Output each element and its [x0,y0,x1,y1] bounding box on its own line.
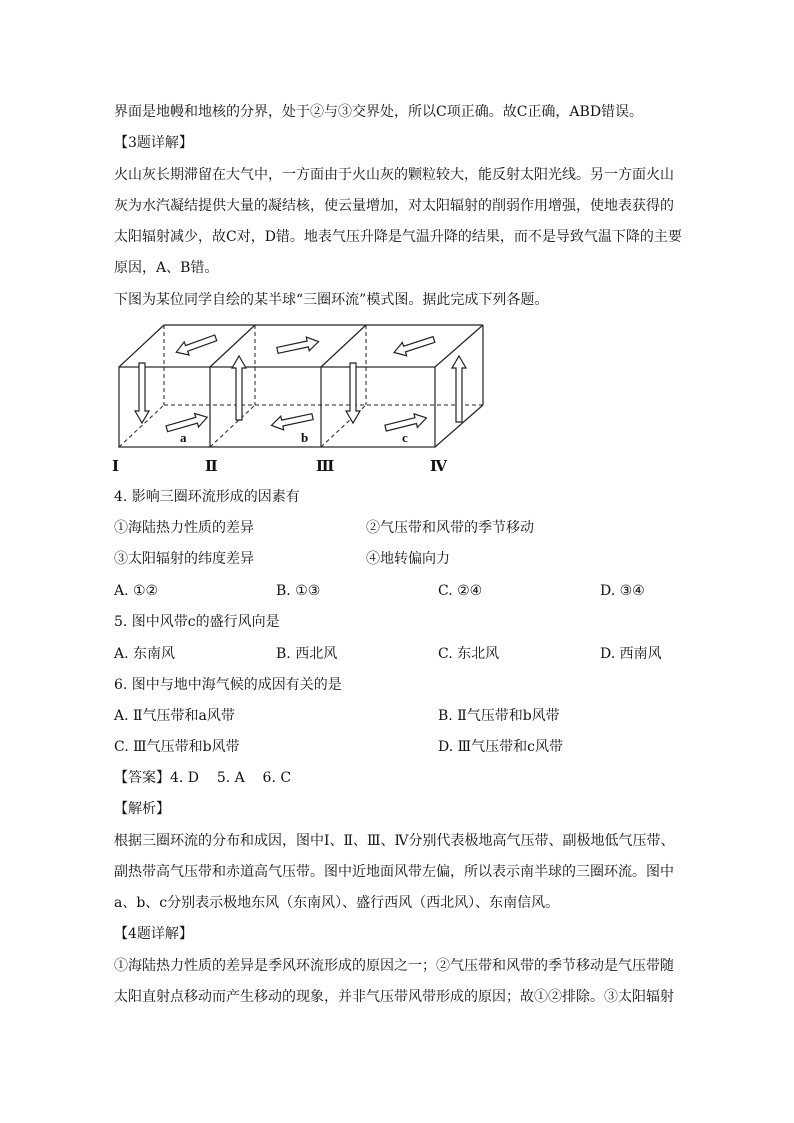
text-line: 界面是地幔和地核的分界，处于②与③交界处，所以C项正确。故C正确，ABD错误。 [114,104,644,120]
question-stem: 6. 图中与地中海气候的成因有关的是 [114,677,342,693]
wind-label-a: a [180,430,187,445]
pressure-label-1: Ⅰ [112,457,120,474]
option-a: A. Ⅱ气压带和a风带 [114,708,235,724]
wind-label-b: b [301,430,309,445]
option-b: B. ①③ [276,583,321,599]
statement-item: ④地转偏向力 [366,551,450,567]
option-d: D. 西南风 [600,646,662,662]
option-a: A. ①② [114,583,159,599]
question-stem: 5. 图中风带c的盛行风向是 [114,614,280,630]
statement-item: ②气压带和风带的季节移动 [366,520,534,536]
arrow-left-icon [174,331,218,359]
option-c: C. ②④ [438,583,483,599]
option-c: C. Ⅲ气压带和b风带 [114,739,240,755]
section-heading: 【4题详解】 [114,926,193,942]
arrow-right-icon [276,335,320,357]
arrow-up-icon [452,356,466,422]
option-d: D. ③④ [600,583,645,599]
answer-line: 【答案】4. D 5. A 6. C [114,770,292,786]
option-b: B. 西北风 [276,646,338,662]
text-line: a、b、c分别表示极地东风（东南风）、盛行西风（西北风）、东南信风。 [114,895,560,911]
arrow-left-icon [270,410,314,432]
text-line: 太阳辐射减少，故C对，D错。地表气压升降是气温升降的结果，而不是导致气温下降的主要 [114,229,682,245]
text-line: 根据三圈环流的分布和成因，图中Ⅰ、Ⅱ、Ⅲ、Ⅳ分别代表极地高气压带、副极地低气压带、 [114,833,675,849]
statement-item: ①海陆热力性质的差异 [114,520,254,536]
option-d: D. Ⅲ气压带和c风带 [438,739,563,755]
arrow-up-icon [232,356,246,420]
option-c: C. 东北风 [438,646,500,662]
arrow-down-icon [346,363,360,423]
arrow-down-icon [135,363,149,423]
option-b: B. Ⅱ气压带和b风带 [438,708,560,724]
question-stem: 4. 影响三圈环流形成的因素有 [114,489,300,505]
pressure-label-2: Ⅱ [205,457,218,474]
text-line: 副热带高气压带和赤道高气压带。图中近地面风带左偏，所以表示南半球的三圈环流。图中 [114,864,674,880]
arrow-left-icon [392,333,436,359]
text-line: ①海陆热力性质的差异是季风环流形成的原因之一；②气压带和风带的季节移动是气压带随 [114,958,674,974]
pressure-label-3: Ⅲ [316,457,335,474]
text-line: 太阳直射点移动而产生移动的现象，并非气压带风带形成的原因；故①②排除。③太阳辐射 [114,989,674,1005]
statement-item: ③太阳辐射的纬度差异 [114,551,254,567]
option-a: A. 东南风 [114,646,176,662]
pressure-label-4: Ⅳ [430,457,448,474]
text-line: 原因，A、B错。 [114,260,219,276]
circulation-diagram [112,322,492,474]
section-heading: 【解析】 [114,801,170,817]
wind-label-c: c [402,430,408,445]
front-face [119,367,435,447]
intro-text: 下图为某位同学自绘的某半球“三圈环流”模式图。据此完成下列各题。 [114,292,549,308]
section-heading: 【3题详解】 [114,135,193,151]
text-line: 火山灰长期滞留在大气中，一方面由于火山灰的颗粒较大，能反射太阳光线。另一方面火山 [114,167,674,183]
text-line: 灰为水汽凝结提供大量的凝结核，使云量增加，对太阳辐射的削弱作用增强，使地表获得的 [114,198,674,214]
arrow-right-icon [165,410,209,435]
